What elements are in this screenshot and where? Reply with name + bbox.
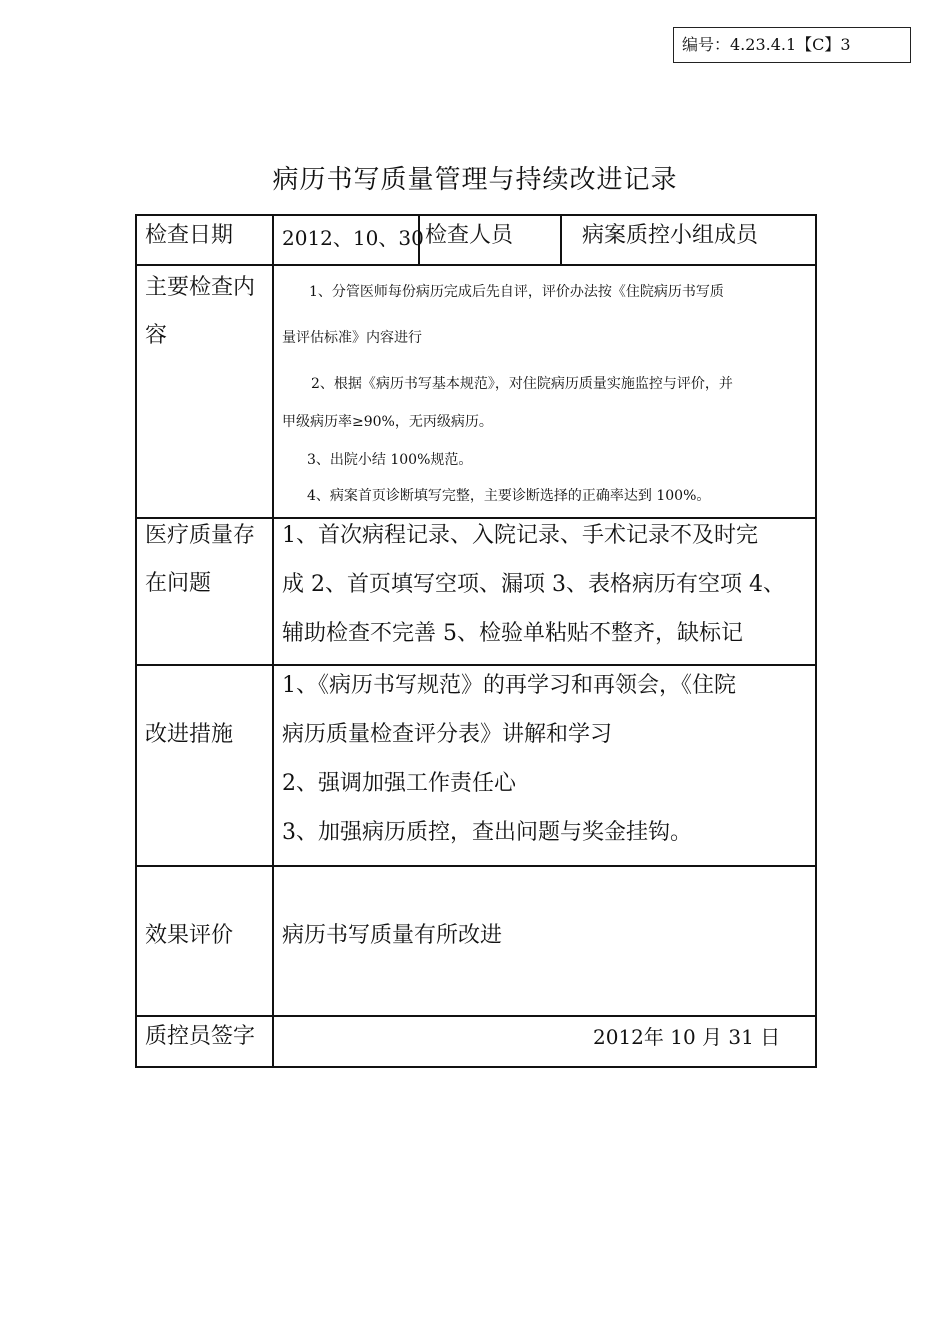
measures-line-2: 病历质量检查评分表》讲解和学习	[282, 722, 613, 747]
evaluation-value: 病历书写质量有所改进	[282, 923, 503, 948]
table-border-top	[135, 214, 817, 216]
inspector-label: 检查人员	[425, 223, 514, 248]
inspector-value: 病案质控小组成员	[582, 223, 759, 248]
problems-line-2: 成 2、首页填写空项、漏项 3、表格病历有空项 4、	[282, 572, 785, 597]
record-table	[135, 214, 817, 1067]
content-line-5: 3、出院小结 100%规范。	[307, 452, 473, 468]
table-border-right	[815, 214, 817, 1067]
measures-line-3: 2、强调加强工作责任心	[282, 771, 516, 796]
date-value: 2012、10、30	[282, 226, 424, 250]
document-number: 编号：4.23.4.1【C】3	[673, 27, 911, 63]
label-column-divider	[272, 214, 274, 1067]
measures-line-4: 3、加强病历质控，查出问题与奖金挂钩。	[282, 820, 692, 845]
measures-line-1: 1、《病历书写规范》的再学习和再领会，《住院	[282, 673, 736, 698]
page-title: 病历书写质量管理与持续改进记录	[272, 165, 678, 195]
content-line-1: 1、分管医师每份病历完成后先自评，评价办法按《住院病历书写质	[309, 284, 724, 300]
row-divider-4	[135, 865, 817, 867]
measures-label: 改进措施	[145, 722, 234, 747]
evaluation-label: 效果评价	[145, 923, 234, 948]
row-divider-5	[135, 1015, 817, 1017]
row1-divider-b	[560, 214, 562, 265]
date-label: 检查日期	[145, 223, 234, 248]
signature-date: 2012年 10 月 31 日	[593, 1025, 781, 1049]
content-line-2: 量评估标准》内容进行	[282, 330, 422, 346]
content-line-4: 甲级病历率≥90%，无丙级病历。	[282, 414, 493, 430]
problems-line-1: 1、首次病程记录、入院记录、手术记录不及时完	[282, 523, 758, 548]
table-border-bottom	[135, 1066, 817, 1068]
content-line-3: 2、根据《病历书写基本规范》，对住院病历质量实施监控与评价，并	[311, 376, 733, 392]
content-line-6: 4、病案首页诊断填写完整，主要诊断选择的正确率达到 100%。	[307, 488, 711, 504]
content-label: 主要检查内容	[145, 275, 256, 348]
table-border-left	[135, 214, 137, 1067]
problems-line-3: 辅助检查不完善 5、检验单粘贴不整齐，缺标记	[282, 621, 743, 646]
problems-label: 医疗质量存在问题	[145, 523, 256, 596]
signature-label: 质控员签字	[145, 1024, 256, 1049]
